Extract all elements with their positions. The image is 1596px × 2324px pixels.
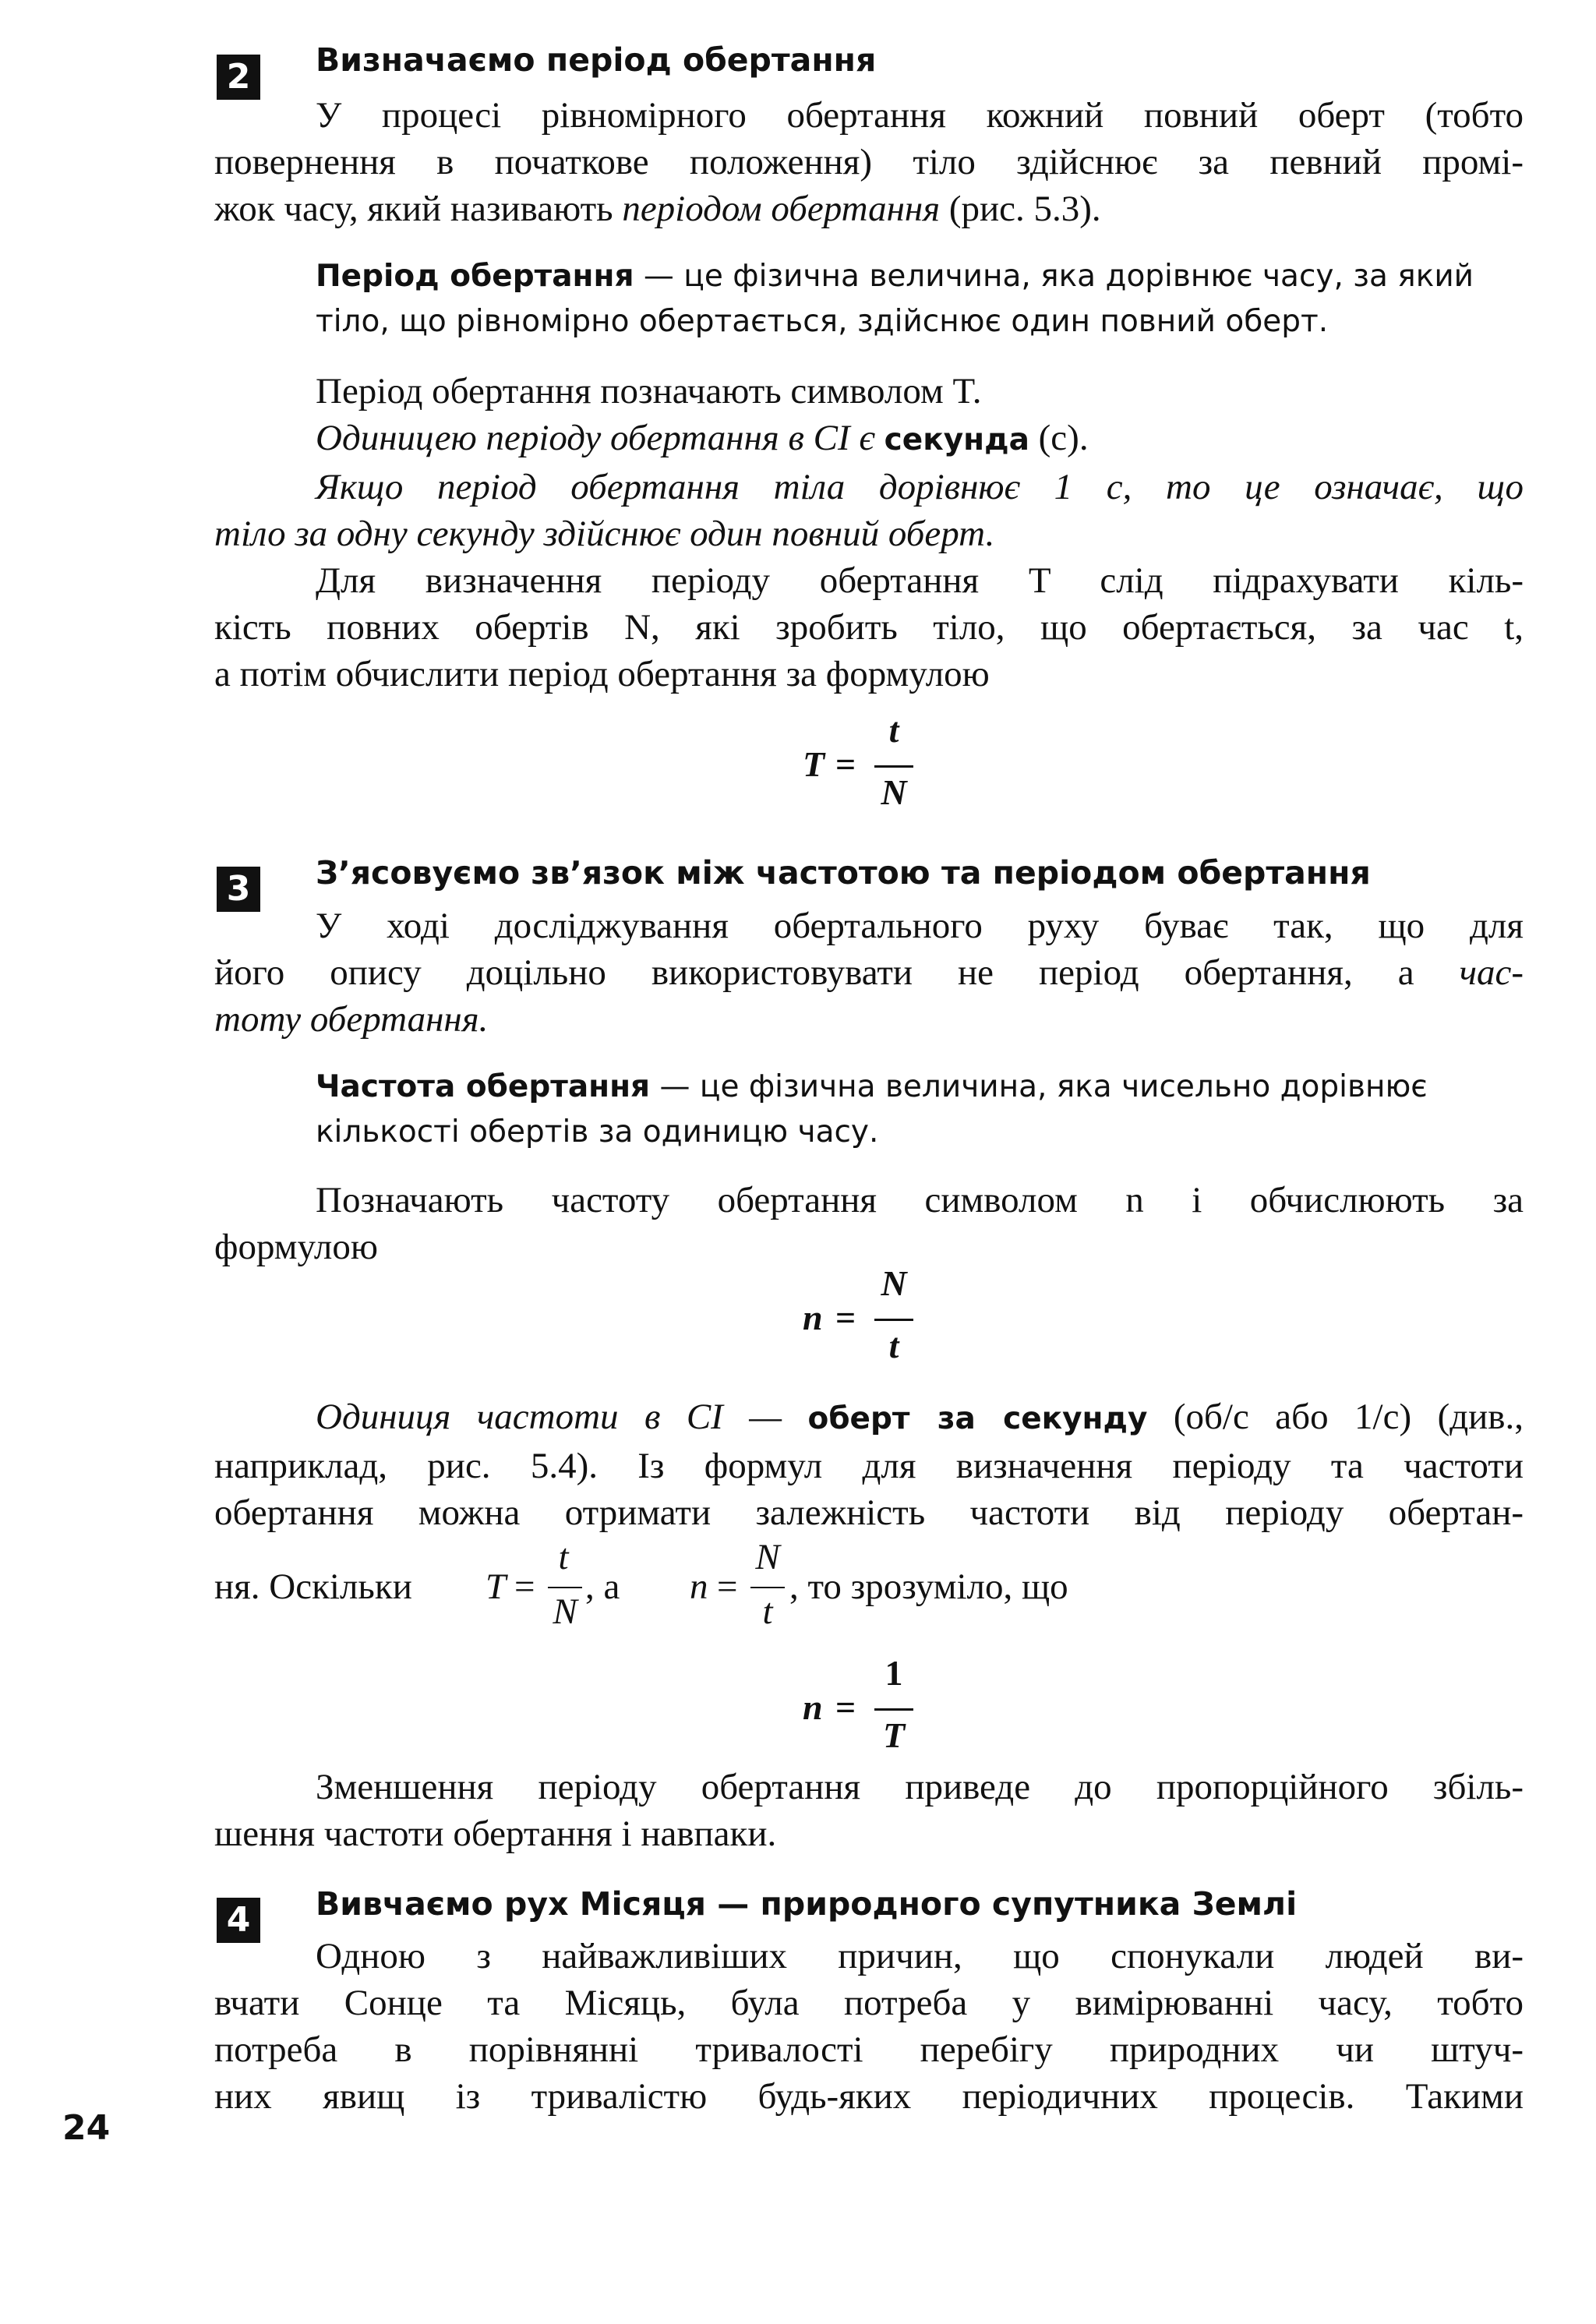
text-line: У процесі рівномірного обертання кожний повний оберт (тобто (316, 95, 1524, 136)
fraction-bar (874, 765, 913, 768)
unit-name: оберт за секунду (807, 1401, 1148, 1436)
fraction-bar (874, 1319, 913, 1321)
text-line: Якщо період обертання тіла дорівнює 1 с, то це означає, що (316, 467, 1524, 507)
text-line: наприклад, рис. 5.4). Із формул для визначення періоду та частоти (214, 1446, 1524, 1486)
paragraph (214, 1764, 1524, 1857)
fraction-bar (874, 1708, 913, 1711)
text-line: Одиниця частоти в СІ — оберт за секунду (об/с або 1/с) (див., (316, 1397, 1524, 1437)
definition-term: Період обертання (316, 259, 634, 294)
definition-line: Частота обертання — це фізична величина, яка чисельно дорівнює (316, 1069, 1428, 1104)
unit-name: секунда (884, 422, 1029, 457)
text-line: Одиницею періоду обертання в СІ є секунда (с). (316, 418, 1089, 458)
section-number-badge: 4 (217, 1898, 260, 1943)
paragraph (214, 902, 1524, 1043)
text-line: шення частоти обертання і навпаки. (214, 1814, 777, 1854)
text-line: них явищ із тривалістю будь-яких періодичних процесів. Такими (214, 2076, 1524, 2117)
definition-line: Період обертання — це фізична величина, яка дорівнює часу, за який (316, 259, 1474, 294)
definition-line: кількості обертів за одиницю часу. (316, 1114, 879, 1150)
text-line: Період обертання позначають символом T. (316, 371, 982, 411)
text-line: його опису доцільно використовувати не період обертання, а час- (214, 952, 1524, 993)
section-heading: Визначаємо період обертання (316, 41, 877, 79)
text-line: Одною з найважливіших причин, що спонукали людей ви- (316, 1936, 1524, 1976)
definition-term: Частота обертання (316, 1069, 651, 1104)
paragraph (214, 1933, 1524, 2120)
formula-period: T = t N (803, 717, 959, 826)
text-line: вчати Сонце та Місяць, була потреба у вимірюванні часу, тобто (214, 1983, 1524, 2023)
text-line: потреба в порівнянні тривалості перебігу природних чи штуч- (214, 2029, 1524, 2070)
formula-frequency: n = N t (803, 1270, 959, 1379)
text-line: Зменшення періоду обертання приведе до пропорційного збіль- (316, 1767, 1524, 1807)
text-line: кість повних обертів N, які зробить тіло, що обертається, за час t, (214, 607, 1524, 648)
term-italic: періодом обертання (622, 189, 941, 229)
definition-box (316, 254, 1524, 344)
page-number: 24 (62, 2108, 111, 2148)
section-number-badge: 2 (217, 55, 260, 100)
section-number-badge: 3 (217, 867, 260, 912)
text-line: Для визначення періоду обертання T слід підрахувати кіль- (316, 560, 1524, 601)
text-line: жок часу, який називають періодом обертання (рис. 5.3). (214, 189, 1101, 229)
definition-line: тіло, що рівномірно обертається, здійснює один повний оберт. (316, 304, 1329, 339)
inline-formula-line: ня. Оскільки T = t N , а n = N t , то зрозуміло, що (214, 1537, 1068, 1632)
paragraph (214, 368, 1524, 698)
text-line: повернення в початкове положення) тіло здійснює за певний промі- (214, 142, 1524, 182)
definition-box (316, 1065, 1524, 1155)
text-line: а потім обчислити період обертання за формулою (214, 654, 990, 694)
paragraph (214, 92, 1524, 232)
text-line: формулою (214, 1227, 378, 1267)
formula-relation: n = 1 T (803, 1660, 959, 1769)
section-heading: З’ясовуємо зв’язок між частотою та періодом обертання (316, 854, 1371, 892)
text-line: У ході досліджування обертального руху буває так, що для (316, 906, 1524, 946)
paragraph (214, 1393, 1524, 1536)
text-line: тіло за одну секунду здійснює один повний оберт. (214, 514, 995, 554)
text-line: Позначають частоту обертання символом n і обчислюють за (316, 1180, 1524, 1220)
text-line: обертання можна отримати залежність частоти від періоду обертан- (214, 1492, 1524, 1533)
text-line: тоту обертання. (214, 999, 489, 1040)
section-heading: Вивчаємо рух Місяця — природного супутника Землі (316, 1885, 1298, 1923)
paragraph (214, 1177, 1524, 1270)
